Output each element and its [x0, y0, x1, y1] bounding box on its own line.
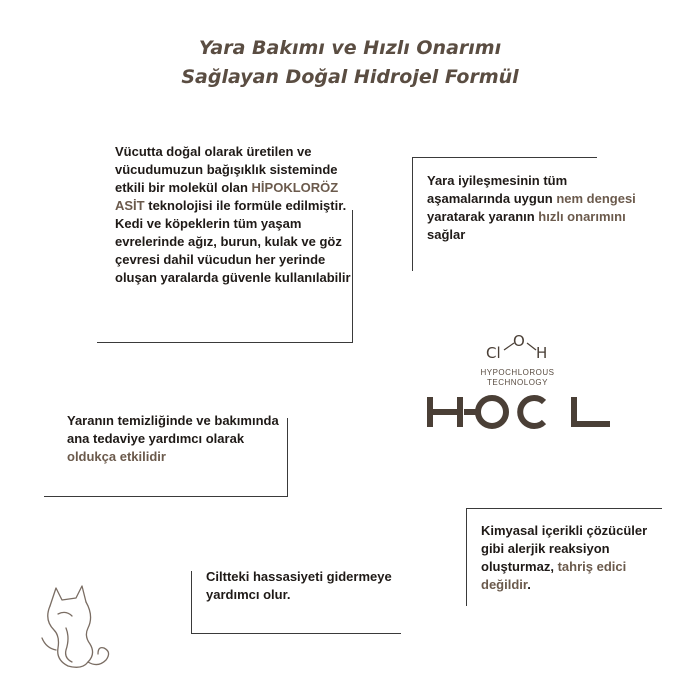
molecule-cl: Cl: [486, 344, 501, 362]
block4-border-top: [466, 508, 662, 509]
molecule-h: H: [536, 344, 548, 362]
block1-border-bottom: [97, 342, 353, 343]
tech-label-line-2: TECHNOLOGY: [486, 378, 548, 387]
block3-text-a: Yaranın temizliğinde ve bakımında ana tedaviye yardımcı olarak: [67, 413, 279, 446]
block1-border-right: [352, 210, 353, 342]
block2-text-c: sağlar: [427, 227, 466, 242]
block1-text-a: Vücutta doğal olarak üretilen ve vücudumuzun bağışıklık sisteminde etkili bir molekül olan: [115, 144, 338, 195]
info-block-no-allergy: [481, 522, 656, 594]
info-block-moisture-balance: [427, 172, 642, 244]
block5-border-left: [191, 571, 192, 634]
block2-highlight-1: nem dengesi: [556, 191, 636, 206]
info-block-sensitivity: [206, 568, 396, 604]
hocl-molecule-diagram: [470, 330, 580, 362]
tech-label-line-1: HYPOCHLOROUS: [480, 368, 555, 377]
block3-highlight: oldukça etkilidir: [67, 449, 166, 464]
page-title: [0, 34, 700, 92]
block4-highlight: tahriş edici değildir: [481, 559, 627, 592]
block5-text: Ciltteki hassasiyeti gidermeye yardımcı olur.: [206, 569, 392, 602]
cat-dog-logo: [36, 578, 116, 673]
info-block-hypochlorous-acid: [115, 143, 365, 287]
hocl-logo-icon: [424, 394, 614, 430]
block2-border-top: [412, 157, 597, 158]
block3-border-bottom: [44, 496, 288, 497]
block2-border-left: [412, 157, 413, 271]
block3-border-right: [287, 418, 288, 496]
block4-text-b: .: [527, 577, 531, 592]
cat-dog-outline-icon: [36, 578, 116, 673]
molecule-o: O: [513, 332, 525, 350]
block4-text-a: Kimyasal içerikli çözücüler gibi alerjik reaksiyon oluşturmaz,: [481, 523, 648, 574]
info-block-wound-cleaning: [67, 412, 282, 466]
block1-highlight: HİPOKLORÖZ ASİT: [115, 180, 339, 213]
block2-text-a: Yara iyileşmesinin tüm aşamalarında uygun: [427, 173, 568, 206]
block2-text-b: yaratarak yaranın: [427, 209, 539, 224]
block5-border-bottom: [191, 633, 401, 634]
block2-highlight-2: hızlı onarımını: [538, 209, 626, 224]
block1-text-b: teknolojisi ile formüle edilmiştir. Kedi ve köpeklerin tüm yaşam evrelerinde ağız, burun, kulak ve göz çevresi dahil vücudun her yerinde oluşan yaralarda güvenle kullanılabilir: [115, 198, 351, 285]
title-line-1: Yara Bakımı ve Hızlı Onarımı: [198, 37, 502, 59]
block4-border-left: [466, 508, 467, 606]
tech-label: [440, 368, 595, 388]
title-line-2: Sağlayan Doğal Hidrojel Formül: [181, 66, 519, 88]
hocl-brand-logo: [424, 394, 614, 430]
